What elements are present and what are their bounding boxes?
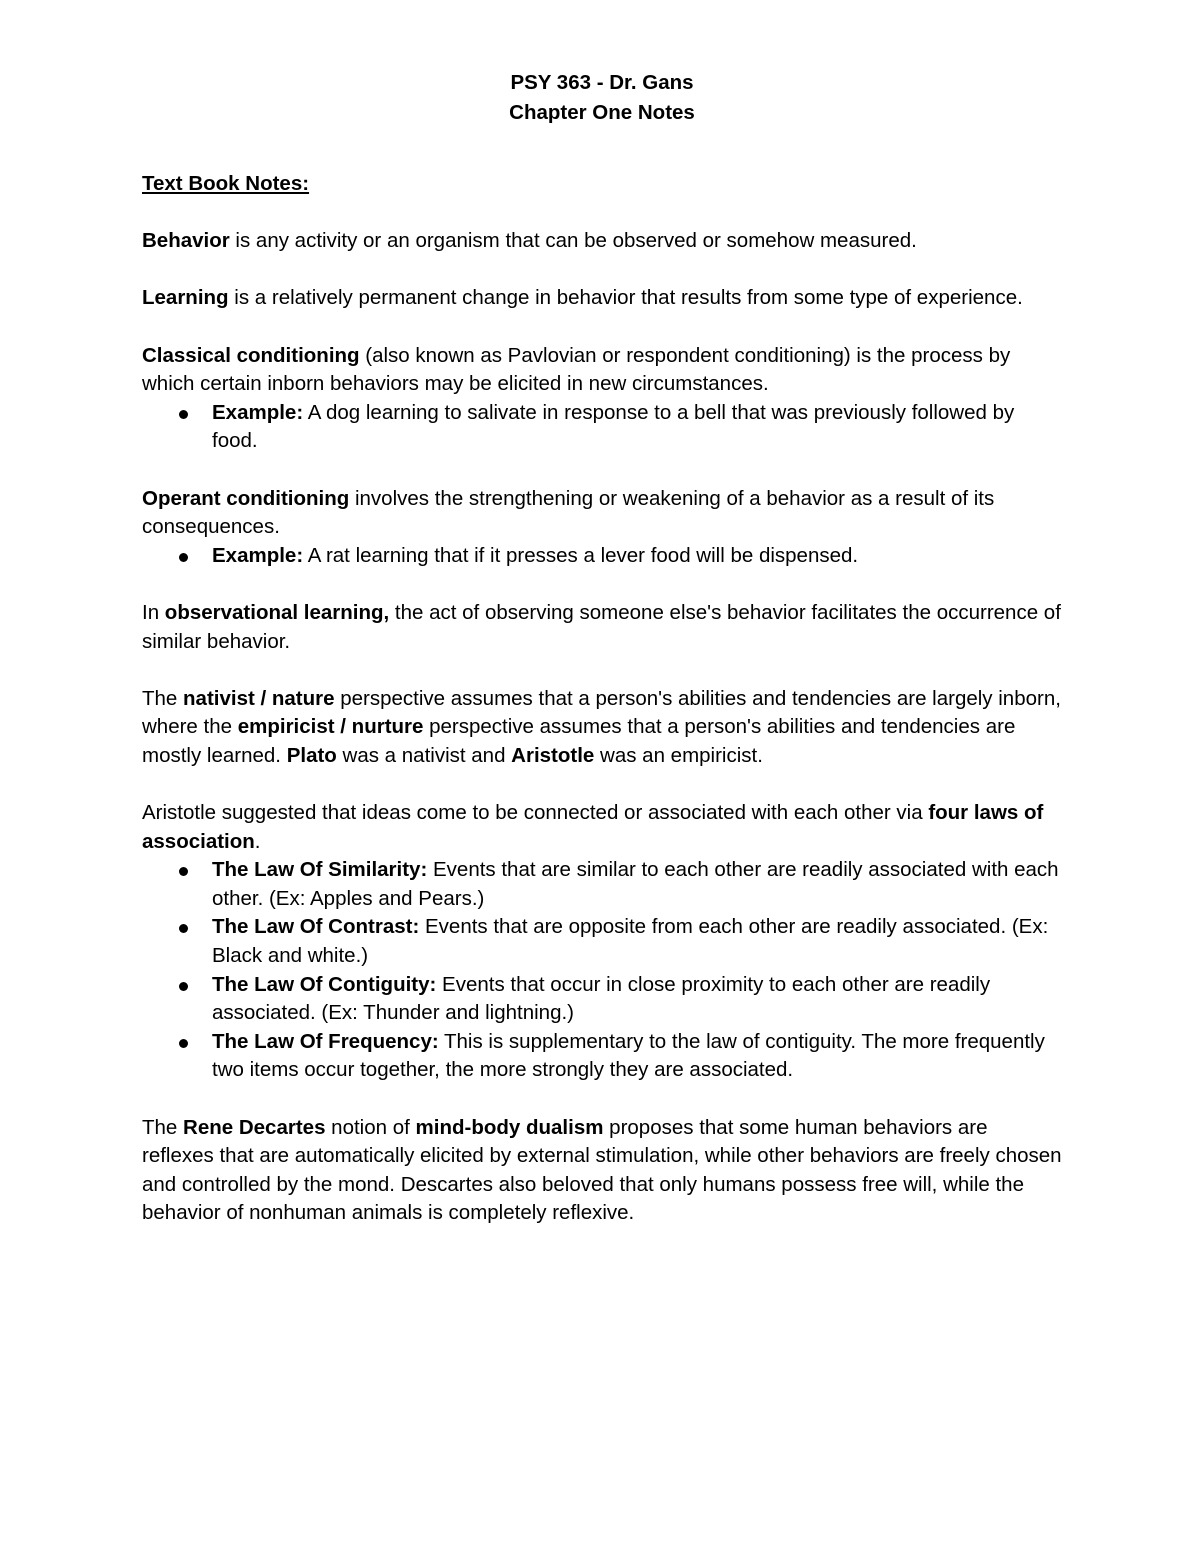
- classical-conditioning-definition: [142, 342, 1062, 399]
- law-label: The Law Of Similarity:: [212, 858, 428, 882]
- nativist-empiricist-paragraph: [142, 685, 1062, 771]
- learning-text: is a relatively permanent change in behavior that results from some type of experience.: [228, 286, 1023, 310]
- aristotle-paragraph: [142, 799, 1062, 856]
- operant-text: involves the strengthening or weakening of a behavior as a result of its consequences.: [142, 486, 995, 539]
- section-heading: Text Book Notes:: [142, 172, 310, 195]
- observational-term: observational learning,: [164, 600, 390, 624]
- text-run: Aristotle suggested that ideas come to be connected or associated with each other via: [142, 801, 929, 825]
- nativist-term: nativist / nature: [183, 686, 335, 710]
- classical-example-list: [142, 399, 1062, 456]
- classical-term: Classical conditioning: [142, 343, 360, 367]
- laws-of-association-term: four laws of association: [142, 801, 1044, 853]
- text-run: proposes that some human behaviors are reflexes that are automatically elicited by external stimulation, while other behaviors are freely chosen and controlled by the mond. Descartes also beloved that only humans possess free will, while the behavior of nonhuman animals is completely reflexive.: [142, 1115, 1062, 1225]
- text-run: perspective assumes that a person's abilities and tendencies are largely inborn, where the: [142, 686, 1061, 739]
- operant-term: Operant conditioning: [142, 486, 350, 510]
- learning-term: Learning: [142, 286, 229, 310]
- dualism-term: mind-body dualism: [415, 1115, 604, 1139]
- course-title: PSY 363 - Dr. Gans: [510, 71, 694, 94]
- text-run: The: [142, 686, 184, 710]
- example-label: Example:: [212, 543, 304, 567]
- list-item: [212, 542, 1062, 571]
- classical-text: (also known as Pavlovian or respondent conditioning) is the process by which certain inborn behaviors may be elicited in new circumstances.: [142, 343, 1011, 396]
- example-text: A rat learning that if it presses a lever food will be dispensed.: [303, 543, 859, 567]
- bullet-icon: [179, 867, 188, 876]
- behavior-definition: [142, 227, 1062, 256]
- aristotle-term: Aristotle: [511, 743, 595, 767]
- law-text: Events that are similar to each other are readily associated with each other. (Ex: Apples and Pears.): [212, 858, 1059, 910]
- operant-conditioning-definition: [142, 485, 1062, 542]
- observational-learning-definition: [142, 599, 1062, 656]
- observational-text: the act of observing someone else's behavior facilitates the occurrence of similar behavior.: [142, 600, 1061, 653]
- behavior-text: is any activity or an organism that can be observed or somehow measured.: [229, 229, 917, 253]
- text-run: .: [254, 829, 261, 853]
- text-run: The: [142, 1115, 184, 1139]
- bullet-icon: [179, 553, 188, 562]
- behavior-term: Behavior: [142, 229, 230, 253]
- text-run: was a nativist and: [336, 743, 512, 767]
- law-frequency-item: [212, 1028, 1062, 1085]
- descartes-paragraph: [142, 1114, 1062, 1228]
- law-similarity-item: [212, 856, 1062, 913]
- plato-term: Plato: [286, 743, 337, 767]
- document-header: [142, 68, 1062, 128]
- operant-example-list: [142, 542, 1062, 571]
- law-label: The Law Of Frequency:: [212, 1029, 439, 1053]
- learning-definition: [142, 284, 1062, 313]
- bullet-icon: [179, 410, 188, 419]
- bullet-icon: [179, 924, 188, 933]
- example-text: A dog learning to salivate in response to a bell that was previously followed by food.: [212, 400, 1015, 453]
- descartes-term: Rene Decartes: [183, 1115, 326, 1139]
- list-item: [212, 399, 1062, 456]
- law-contiguity-item: [212, 971, 1062, 1028]
- law-label: The Law Of Contiguity:: [212, 972, 437, 996]
- text-run: perspective assumes that a person's abilities and tendencies are mostly learned.: [142, 715, 1016, 767]
- law-label: The Law Of Contrast:: [212, 915, 420, 939]
- chapter-title: Chapter One Notes: [509, 101, 695, 124]
- law-text: Events that are opposite from each other are readily associated. (Ex: Black and white.): [212, 915, 1049, 968]
- bullet-icon: [179, 982, 188, 991]
- laws-list: [142, 856, 1062, 1085]
- empiricist-term: empiricist / nurture: [237, 715, 424, 739]
- law-text: Events that occur in close proximity to each other are readily associated. (Ex: Thunder and lightning.): [212, 972, 991, 1025]
- law-contrast-item: [212, 913, 1062, 970]
- observational-prefix: In: [142, 600, 165, 624]
- text-run: notion of: [325, 1115, 416, 1139]
- example-label: Example:: [212, 400, 304, 424]
- law-text: This is supplementary to the law of contiguity. The more frequently two items occur together, the more strongly they are associated.: [212, 1029, 1045, 1082]
- bullet-icon: [179, 1039, 188, 1048]
- text-run: was an empiricist.: [594, 743, 763, 767]
